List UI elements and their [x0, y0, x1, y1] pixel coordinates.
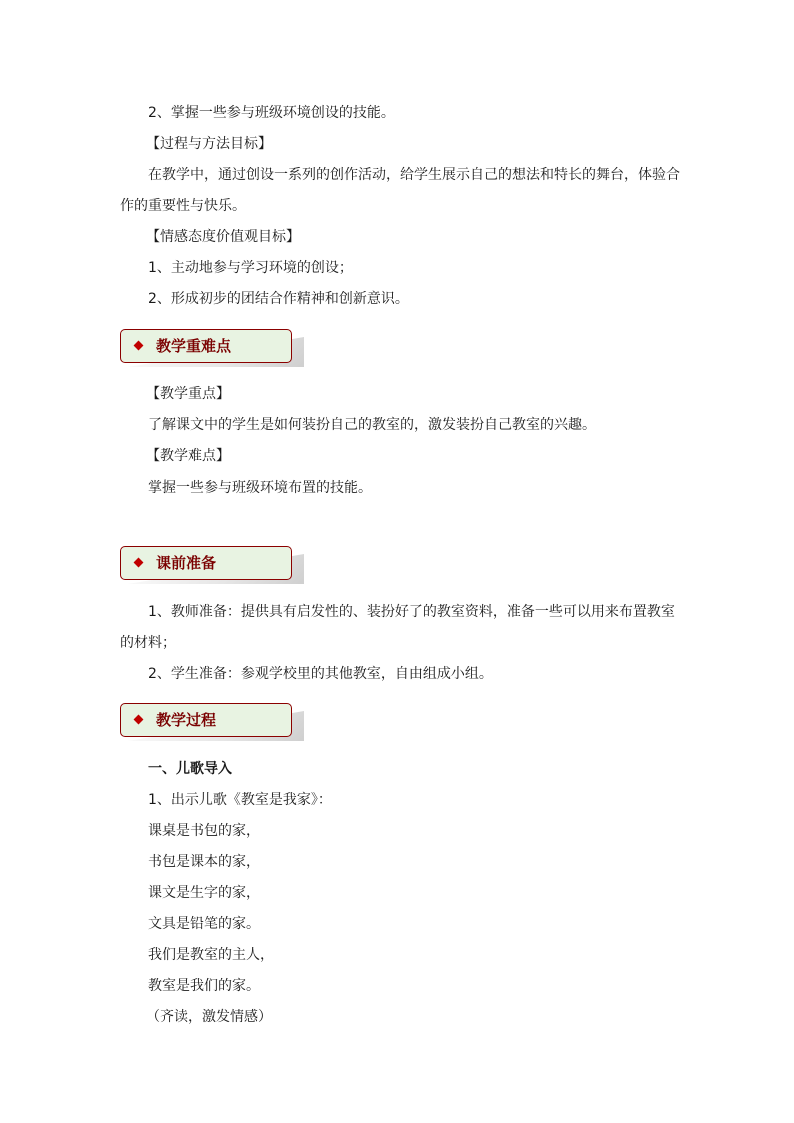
skill-objective-item-2: 2、掌握一些参与班级环境创设的技能。	[148, 105, 395, 121]
teacher-preparation-line-1: 1、教师准备：提供具有启发性的、装扮好了的教室资料，准备一些可以用来布置教室	[148, 604, 675, 620]
poem-line: 教室是我们的家。	[148, 978, 260, 994]
student-preparation-line: 2、学生准备：参观学校里的其他教室，自由组成小组。	[148, 666, 493, 682]
poem-line: 书包是课本的家，	[148, 854, 260, 870]
section-title: 教学重难点	[156, 337, 232, 355]
process-method-text-line-1: 在教学中，通过创设一系列的创作活动，给学生展示自己的想法和特长的舞台，体验合	[148, 167, 680, 183]
emotion-item-1: 1、主动地参与学习环境的创设；	[148, 260, 353, 276]
process-method-text-line-2: 作的重要性与快乐。	[120, 198, 246, 214]
section-banner-key-points	[120, 329, 292, 363]
section-title: 课前准备	[156, 554, 217, 572]
section-banner-preparation	[120, 546, 292, 580]
focus-text: 了解课文中的学生是如何装扮自己的教室的，激发装扮自己教室的兴趣。	[148, 417, 596, 433]
poem-line: 课桌是书包的家，	[148, 823, 260, 839]
difficulty-text: 掌握一些参与班级环境布置的技能。	[148, 480, 372, 496]
poem-line: 我们是教室的主人，	[148, 947, 274, 963]
section-title: 教学过程	[156, 711, 217, 729]
process-method-heading: 【过程与方法目标】	[146, 136, 272, 152]
step-1-heading: 一、儿歌导入	[148, 761, 232, 777]
poem-line: 文具是铅笔的家。	[148, 916, 260, 932]
reading-note: （齐读，激发情感）	[146, 1009, 272, 1025]
emotion-value-heading: 【情感态度价值观目标】	[146, 229, 300, 245]
poem-line: 课文是生字的家，	[148, 885, 260, 901]
focus-heading: 【教学重点】	[146, 386, 230, 402]
emotion-item-2: 2、形成初步的团结合作精神和创新意识。	[148, 291, 409, 307]
section-banner-teaching-process	[120, 703, 292, 737]
step-1-item: 1、出示儿歌《教室是我家》：	[148, 792, 332, 808]
difficulty-heading: 【教学难点】	[146, 448, 230, 464]
teacher-preparation-line-2: 的材料；	[120, 635, 176, 651]
